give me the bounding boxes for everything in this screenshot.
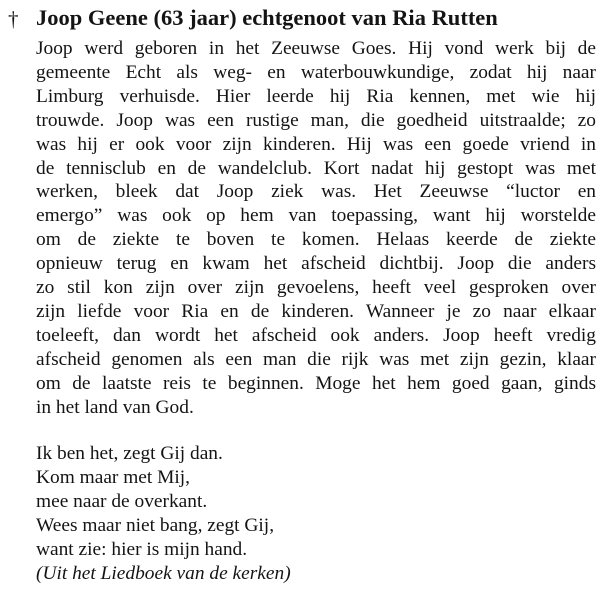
paragraph-line: werken, bleek dat Joop ziek was. Het Zeeuwse “luctor en bbox=[36, 181, 596, 203]
paragraph-line: trouwde. Joop was een rustige man, die goedheid uitstraalde; zo bbox=[36, 109, 596, 131]
poem-line: Ik ben het, zegt Gij dan. bbox=[36, 443, 223, 464]
poem-source: (Uit het Liedboek van de kerken) bbox=[36, 562, 291, 584]
paragraph-line: was hij er ook voor zijn kinderen. Hij was een goede vriend in bbox=[36, 133, 596, 155]
paragraph-line: Joop werd geboren in het Zeeuwse Goes. Hij vond werk bij de bbox=[36, 38, 596, 59]
cross-icon: † bbox=[8, 7, 19, 31]
paragraph-line: afscheid genomen als een man die rijk was met zijn gezin, klaar bbox=[36, 348, 596, 370]
paragraph-line: gemeente Echt als weg- en waterbouwkundige, zodat hij naar bbox=[36, 61, 596, 83]
paragraph-line: zijn liefde voor Ria en de kinderen. Wanneer je zo naar elkaar bbox=[36, 300, 596, 322]
paragraph-line: Limburg verhuisde. Hier leerde hij Ria kennen, met wie hij bbox=[36, 85, 596, 107]
paragraph-line: opnieuw terug en kwam het afscheid dichtbij. Joop die anders bbox=[36, 253, 596, 275]
paragraph-line: in het land van God. bbox=[36, 396, 194, 418]
paragraph-line: om de ziekte te boven te komen. Helaas keerde de ziekte bbox=[36, 229, 596, 251]
paragraph-line: toeleeft, dan wordt het afscheid ook anders. Joop heeft vredig bbox=[36, 324, 596, 346]
poem-line: want zie: hier is mijn hand. bbox=[36, 538, 248, 560]
poem-line: Wees maar niet bang, zegt Gij, bbox=[36, 514, 275, 536]
obituary-title: Joop Geene (63 jaar) echtgenoot van Ria Rutten bbox=[36, 5, 498, 30]
poem-line: Kom maar met Mij, bbox=[36, 466, 191, 488]
paragraph-line: zo stil kon zijn over zijn gevoelens, heeft veel gesproken over bbox=[36, 277, 596, 299]
poem bbox=[36, 442, 291, 585]
paragraph-line: de tennisclub en de wandelclub. Kort nadat hij gestopt was met bbox=[36, 157, 596, 179]
paragraph-line: emergo” was ook op hem van toepassing, want hij worstelde bbox=[36, 205, 596, 227]
obituary-paragraph bbox=[36, 37, 596, 420]
poem-line: mee naar de overkant. bbox=[36, 490, 208, 512]
paragraph-line: om de laatste reis te beginnen. Moge het hem goed gaan, ginds bbox=[36, 372, 596, 394]
